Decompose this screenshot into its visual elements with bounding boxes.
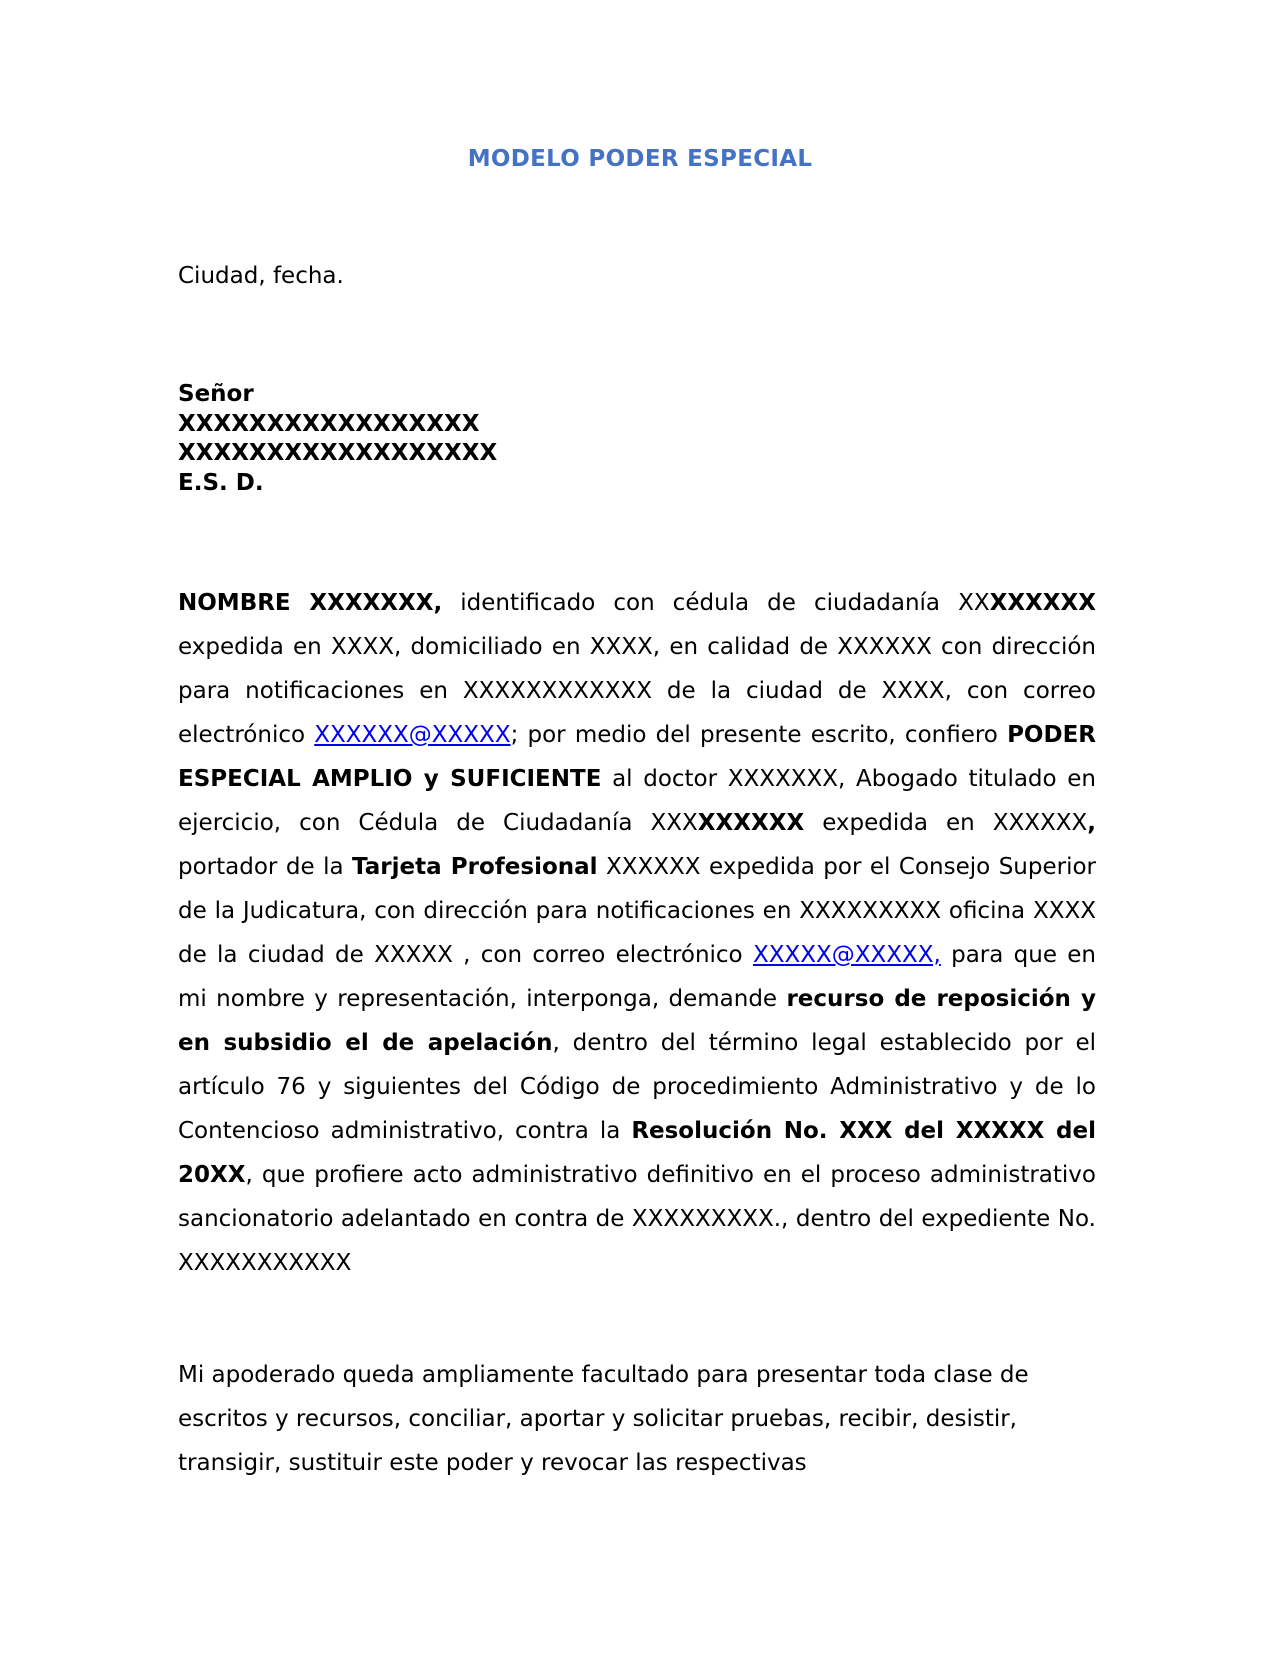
- document-title: MODELO PODER ESPECIAL: [467, 146, 813, 172]
- text-segment-bold: ,: [1087, 810, 1097, 836]
- addressee-block: [178, 380, 497, 498]
- text-segment: al doctor XXXXXXX, Abogado titulado en ejercicio, con Cédula de Ciudadanía XXX: [178, 766, 1096, 836]
- text-segment: expedida en XXXXXX: [804, 810, 1088, 836]
- resolution-reference: Resolución No. XXX del XXXXX del 20XX: [178, 1118, 1096, 1188]
- appeal-type: recurso de reposición y en subsidio el de apelación: [178, 986, 1096, 1056]
- faculties-paragraph: Mi apoderado queda ampliamente facultado para presentar toda clase de escritos y recursos, conciliar, aportar y solicitar pruebas, recibir, desistir, transigir, sustituir este poder y revocar las respectivas: [178, 1362, 1029, 1476]
- professional-card-label: Tarjeta Profesional: [352, 854, 598, 880]
- place-date: Ciudad, fecha.: [178, 263, 344, 289]
- text-segment: identificado con cédula de ciudadanía XX: [442, 590, 990, 616]
- text-segment: portador de la: [178, 854, 353, 880]
- text-segment: XXXXXX expedida por el Consejo Superior de la Judicatura, con dirección para notificaciones en XXXXXXXXX oficina XXXX de la ciudad de XXXXX , con correo electrónico: [178, 854, 1096, 968]
- addressee-salutation: Señor: [178, 381, 254, 407]
- lawyer-email-link[interactable]: XXXXX@XXXXX,: [752, 942, 941, 968]
- grantor-email-link[interactable]: XXXXXX@XXXXX: [314, 722, 511, 748]
- text-segment: , que profiere acto administrativo definitivo en el proceso administrativo sancionatorio adelantado en contra de XXXXXXXXX., dentro del expediente No. XXXXXXXXXXX: [178, 1162, 1096, 1276]
- text-segment: expedida en XXXX, domiciliado en XXXX, en calidad de XXXXXX con dirección para notificaciones en XXXXXXXXXXXX de la ciudad de XXXX, con correo electrónico: [178, 634, 1096, 748]
- text-segment: ; por medio del presente escrito, confiero: [510, 722, 1008, 748]
- text-segment: , dentro del término legal establecido por el artículo 76 y siguientes del Código de procedimiento Administrativo y de lo Contencioso administrativo, contra la: [178, 1030, 1096, 1144]
- grantor-name: NOMBRE XXXXXXX,: [178, 590, 443, 616]
- grantor-id: XXXXXX: [989, 590, 1096, 616]
- text-segment: para que en mi nombre y representación, interponga, demande: [178, 942, 1096, 1012]
- addressee-line-2: XXXXXXXXXXXXXXXXXX: [178, 440, 498, 466]
- addressee-esd: E.S. D.: [178, 469, 264, 496]
- addressee-line-1: XXXXXXXXXXXXXXXXX: [178, 410, 480, 437]
- power-type: PODER ESPECIAL AMPLIO y SUFICIENTE: [178, 722, 1096, 792]
- main-paragraph: [178, 581, 1096, 1285]
- lawyer-id: XXXXXX: [697, 810, 805, 836]
